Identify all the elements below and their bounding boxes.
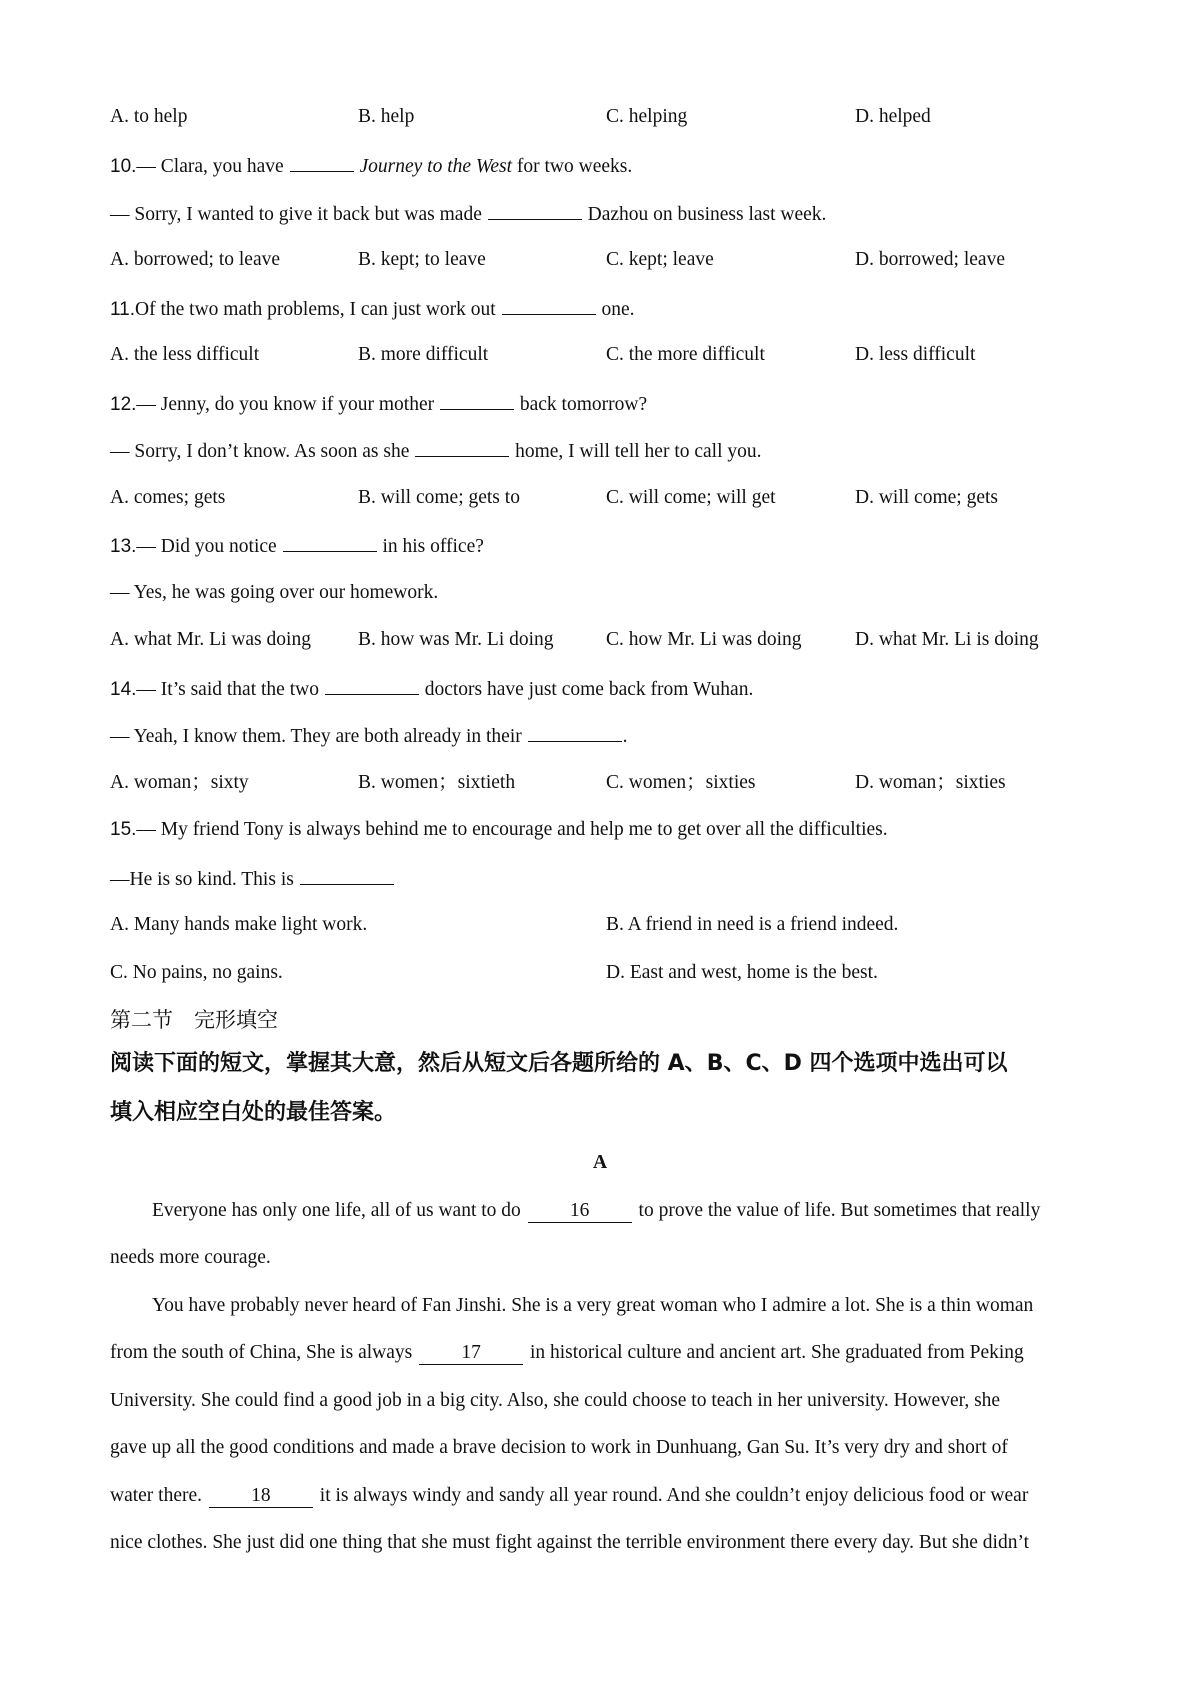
q10-book-title: Journey to the West [359,156,513,177]
q10-line1-post: for two weeks. [516,156,633,177]
section-instruction-line1: 阅读下面的短文，掌握其大意，然后从短文后各题所给的 A、B、C、D 四个选项中选出可以 [110,1051,1008,1076]
q12-option-d[interactable]: D. will come; gets [855,487,998,508]
q13-line1-post: in his office? [382,536,484,557]
passage-label: A [592,1152,608,1173]
q13-line1 [110,532,1100,560]
blank-17[interactable]: 17 [419,1342,523,1365]
q10-blank-2[interactable] [488,200,582,220]
q13-option-a[interactable]: A. what Mr. Li was doing [110,629,311,650]
q14-line2 [110,722,1100,750]
q13-option-c[interactable]: C. how Mr. Li was doing [606,629,802,650]
q15-line2-pre: —He is so kind. This is [110,869,294,890]
q12-line1-post: back tomorrow? [519,394,648,415]
section-title: 第二节 完形填空 [110,1008,278,1032]
q14-option-d[interactable]: D. woman；sixties [855,772,1006,793]
q13-line2 [110,580,1100,606]
passage-p2-l1: You have probably never heard of Fan Jinshi. She is a very great woman who I admire a lot. She is a thin woman [152,1295,1034,1316]
q11-number: 11. [110,299,136,320]
q13-option-b[interactable]: B. how was Mr. Li doing [358,629,554,650]
q12-line1-pre: — Jenny, do you know if your mother [136,394,435,415]
q12-line2-pre: — Sorry, I don’t know. As soon as she [110,441,410,462]
blank-18[interactable]: 18 [209,1485,313,1508]
q12-blank-1[interactable] [440,390,514,410]
q15-line2 [110,865,1100,893]
q14-line1 [110,675,1100,703]
q10-line2 [110,200,1100,228]
q12-option-b[interactable]: B. will come; gets to [358,487,520,508]
q11-blank[interactable] [502,295,596,315]
q10-option-c[interactable]: C. kept; leave [606,249,714,270]
q13-line1-pre: — Did you notice [136,536,277,557]
q10-line1-pre: — Clara, you have [136,156,284,177]
q10-blank-1[interactable] [290,152,354,172]
q10-option-d[interactable]: D. borrowed; leave [855,249,1005,270]
q14-line2-pre: — Yeah, I know them. They are both already in their [110,726,522,747]
q15-number: 15. [110,819,137,840]
q15-option-a[interactable]: A. Many hands make light work. [110,914,368,935]
q14-option-c[interactable]: C. women；sixties [606,772,756,793]
q12-line1 [110,390,1100,418]
passage-p1-line1 [110,1198,1100,1224]
q15-option-b[interactable]: B. A friend in need is a friend indeed. [606,914,899,935]
q10-option-b[interactable]: B. kept; to leave [358,249,486,270]
q10-line2-pre: — Sorry, I wanted to give it back but was made [110,204,482,225]
q14-number: 14. [110,679,137,700]
q11-line1-pre: Of the two math problems, I can just work out [135,299,496,320]
passage-p2-l2-post: in historical culture and ancient art. She graduated from Peking [529,1342,1024,1363]
q15-blank[interactable] [300,865,394,885]
q13-option-d[interactable]: D. what Mr. Li is doing [855,629,1039,650]
passage-p1-l1-post: to prove the value of life. But sometimes that really [638,1200,1041,1221]
section-instruction-line2: 填入相应空白处的最佳答案。 [110,1100,397,1125]
q12-number: 12. [110,394,137,415]
q10-number: 10. [110,156,137,177]
q15-line1 [110,817,1100,843]
q11-line1 [110,295,1100,323]
passage-p2-l5-post: it is always windy and sandy all year round. And she couldn’t enjoy delicious food or wear [319,1485,1029,1506]
q9-option-c[interactable]: C. helping [606,106,688,127]
passage-p2-line3: University. She could find a good job in a big city. Also, she could choose to teach in her university. However, she [110,1390,1001,1411]
q14-blank-1[interactable] [325,675,419,695]
passage-p2-l5-pre: water there. [110,1485,203,1506]
passage-p2-line6: nice clothes. She just did one thing that she must fight against the terrible environment there every day. But she didn’t [110,1532,1030,1553]
passage-p1-l1-pre: Everyone has only one life, all of us want to do [152,1200,521,1221]
passage-p2-line1 [110,1293,1100,1319]
q10-line2-post: Dazhou on business last week. [587,204,827,225]
passage-p2-l2-pre: from the south of China, She is always [110,1342,413,1363]
passage-p2-line5 [110,1483,1100,1509]
q11-option-b[interactable]: B. more difficult [358,344,489,365]
q13-number: 13. [110,536,137,557]
q13-line2: — Yes, he was going over our homework. [110,582,439,603]
q12-line2 [110,437,1100,465]
q13-blank[interactable] [283,532,377,552]
blank-16[interactable]: 16 [528,1200,632,1223]
q14-line2-post: . [622,726,628,747]
q15-line1: — My friend Tony is always behind me to encourage and help me to get over all the difficulties. [136,819,888,840]
passage-p1-line2: needs more courage. [110,1247,271,1268]
q14-line1-pre: — It’s said that the two [136,679,319,700]
q11-option-c[interactable]: C. the more difficult [606,344,765,365]
q10-line1 [110,152,1100,180]
q14-option-a[interactable]: A. woman；sixty [110,772,249,793]
q9-option-a[interactable]: A. to help [110,106,188,127]
q12-blank-2[interactable] [415,437,509,457]
q12-line2-post: home, I will tell her to call you. [515,441,762,462]
q15-option-d[interactable]: D. East and west, home is the best. [606,962,878,983]
q9-option-b[interactable]: B. help [358,106,415,127]
q11-option-d[interactable]: D. less difficult [855,344,976,365]
q14-blank-2[interactable] [528,722,622,742]
q11-line1-post: one. [601,299,635,320]
q11-option-a[interactable]: A. the less difficult [110,344,260,365]
passage-p2-line4: gave up all the good conditions and made a brave decision to work in Dunhuang, Gan Su. It’s very dry and short of [110,1437,1008,1458]
q10-option-a[interactable]: A. borrowed; to leave [110,249,281,270]
passage-p2-line2 [110,1340,1100,1366]
q15-option-c[interactable]: C. No pains, no gains. [110,962,283,983]
q12-option-a[interactable]: A. comes; gets [110,487,226,508]
q14-option-b[interactable]: B. women；sixtieth [358,772,516,793]
q12-option-c[interactable]: C. will come; will get [606,487,776,508]
q14-line1-post: doctors have just come back from Wuhan. [424,679,754,700]
q9-option-d[interactable]: D. helped [855,106,931,127]
